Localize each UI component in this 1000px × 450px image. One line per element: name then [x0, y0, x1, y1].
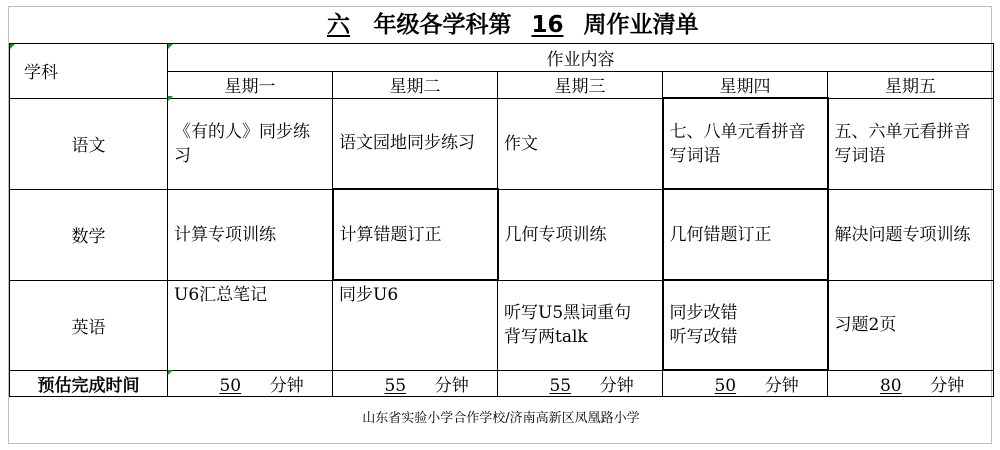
table-row-chinese [10, 98, 994, 189]
cell-chinese-tue: 语文园地同步练习 [333, 98, 498, 189]
table-row-time [10, 370, 994, 397]
comment-marker [168, 370, 173, 375]
day-header-fri: 星期五 [828, 72, 994, 99]
time-thu: 50 分钟 [663, 370, 828, 397]
table-row-english [10, 280, 994, 370]
comment-marker [168, 44, 173, 49]
content-header: 作业内容 [168, 44, 994, 72]
subject-chinese: 语文 [10, 98, 168, 189]
day-header-mon: 星期一 [168, 72, 333, 99]
table-row-math [10, 189, 994, 280]
cell-math-fri: 解决问题专项训练 [828, 189, 994, 280]
time-label: 预估完成时间 [10, 370, 168, 397]
comment-marker [168, 96, 173, 101]
subject-math: 数学 [10, 189, 168, 280]
day-header-thu: 星期四 [663, 72, 828, 99]
homework-sheet [8, 6, 992, 444]
comment-marker [10, 44, 15, 49]
subject-english: 英语 [10, 280, 168, 370]
cell-english-wed: 听写U5黑词重句 背写两talk [498, 280, 663, 370]
cell-english-mon: U6汇总笔记 [168, 280, 333, 370]
cell-chinese-fri: 五、六单元看拼音 写词语 [828, 98, 994, 189]
time-wed: 55 分钟 [498, 370, 663, 397]
cell-english-tue: 同步U6 [333, 280, 498, 370]
title-grade: 六 [327, 12, 350, 38]
cell-math-thu: 几何错题订正 [663, 189, 828, 280]
time-mon: 50 分钟 [168, 370, 333, 397]
cell-math-mon: 计算专项训练 [168, 189, 333, 280]
time-fri: 80 分钟 [828, 370, 994, 397]
time-tue: 55 分钟 [333, 370, 498, 397]
title-week: 16 [531, 12, 564, 38]
title-part2: 周作业清单 [583, 12, 699, 38]
day-header-tue: 星期二 [333, 72, 498, 99]
cell-math-tue: 计算错题订正 [333, 189, 498, 280]
cell-math-wed: 几何专项训练 [498, 189, 663, 280]
homework-table [9, 43, 994, 397]
cell-chinese-thu: 七、八单元看拼音 写词语 [663, 98, 828, 189]
subject-header: 学科 [10, 44, 168, 99]
cell-english-fri: 习题2页 [828, 280, 994, 370]
day-header-wed: 星期三 [498, 72, 663, 99]
title-part1: 年级各学科第 [373, 12, 512, 38]
cell-english-thu: 同步改错 听写改错 [663, 280, 828, 370]
page-title [9, 7, 993, 43]
cell-chinese-mon: 《有的人》同步练 习 [168, 98, 333, 189]
school-footer: 山东省实验小学合作学校/济南高新区凤凰路小学 [362, 411, 640, 426]
cell-chinese-wed: 作文 [498, 98, 663, 189]
